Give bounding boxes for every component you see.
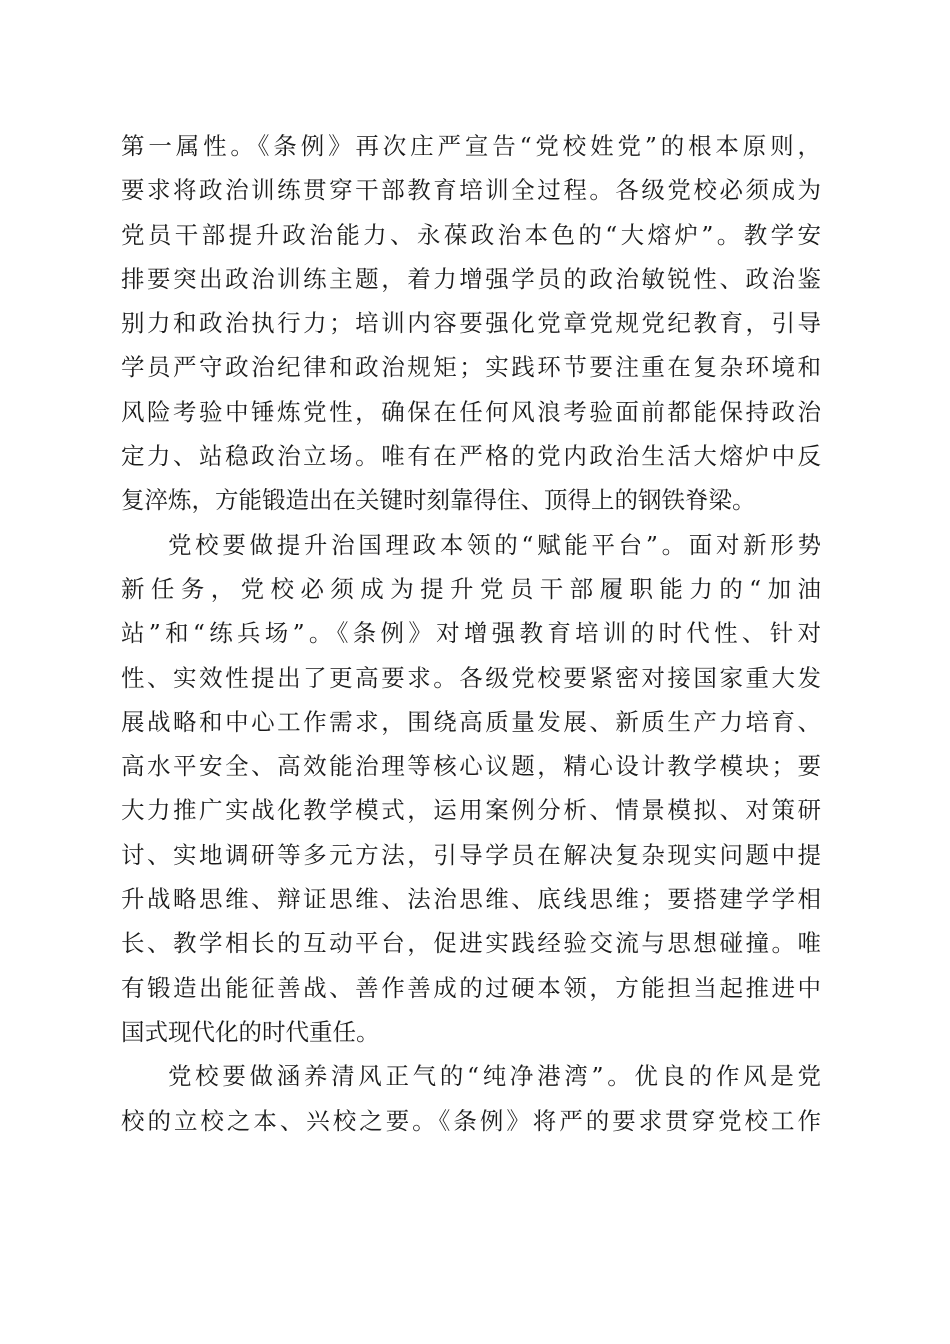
document-body — [121, 124, 821, 1143]
paragraph-line: 性、实效性提出了更高要求。各级党校要紧密对接国家重大发 — [121, 663, 821, 692]
paragraph-line: 展战略和中心工作需求，围绕高质量发展、新质生产力培育、 — [121, 707, 821, 736]
paragraph-line: 学员严守政治纪律和政治规矩；实践环节要注重在复杂环境和 — [121, 353, 821, 382]
paragraph-line: 国式现代化的时代重任。 — [121, 1017, 380, 1046]
paragraph-line: 讨、实地调研等多元方法，引导学员在解决复杂现实问题中提 — [121, 840, 821, 869]
paragraph-3 — [121, 1054, 821, 1143]
paragraph-line: 党校要做提升治国理政本领的“赋能平台”。面对新形势 — [168, 530, 821, 559]
paragraph-line: 别力和政治执行力；培训内容要强化党章党规党纪教育，引导 — [121, 309, 821, 338]
paragraph-line: 第一属性。《条例》再次庄严宣告“党校姓党”的根本原则， — [121, 132, 821, 160]
paragraph-line: 党员干部提升政治能力、永葆政治本色的“大熔炉”。教学安 — [121, 220, 821, 249]
paragraph-1 — [121, 124, 821, 523]
paragraph-line: 长、教学相长的互动平台，促进实践经验交流与思想碰撞。唯 — [121, 929, 821, 958]
paragraph-line: 升战略思维、辩证思维、法治思维、底线思维；要搭建学学相 — [121, 885, 821, 914]
paragraph-line: 高水平安全、高效能治理等核心议题，精心设计教学模块；要 — [121, 752, 821, 781]
paragraph-2 — [121, 523, 821, 1055]
paragraph-line: 要求将政治训练贯穿干部教育培训全过程。各级党校必须成为 — [121, 176, 821, 205]
paragraph-line: 排要突出政治训练主题，着力增强学员的政治敏锐性、政治鉴 — [121, 264, 821, 293]
paragraph-line: 校的立校之本、兴校之要。《条例》将严的要求贯穿党校工作 — [121, 1106, 821, 1135]
paragraph-line: 定力、站稳政治立场。唯有在严格的党内政治生活大熔炉中反 — [121, 442, 821, 471]
paragraph-line: 风险考验中锤炼党性，确保在任何风浪考验面前都能保持政治 — [121, 397, 821, 426]
paragraph-line: 新任务，党校必须成为提升党员干部履职能力的“加油 — [121, 574, 821, 603]
paragraph-line: 站”和“练兵场”。《条例》对增强教育培训的时代性、针对 — [121, 619, 821, 648]
paragraph-line: 复淬炼，方能锻造出在关键时刻靠得住、顶得上的钢铁脊梁。 — [121, 486, 756, 515]
paragraph-line: 党校要做涵养清风正气的“纯净港湾”。优良的作风是党 — [168, 1062, 821, 1091]
paragraph-line: 大力推广实战化教学模式，运用案例分析、情景模拟、对策研 — [121, 796, 821, 825]
paragraph-line: 有锻造出能征善战、善作善成的过硬本领，方能担当起推进中 — [121, 973, 821, 1002]
